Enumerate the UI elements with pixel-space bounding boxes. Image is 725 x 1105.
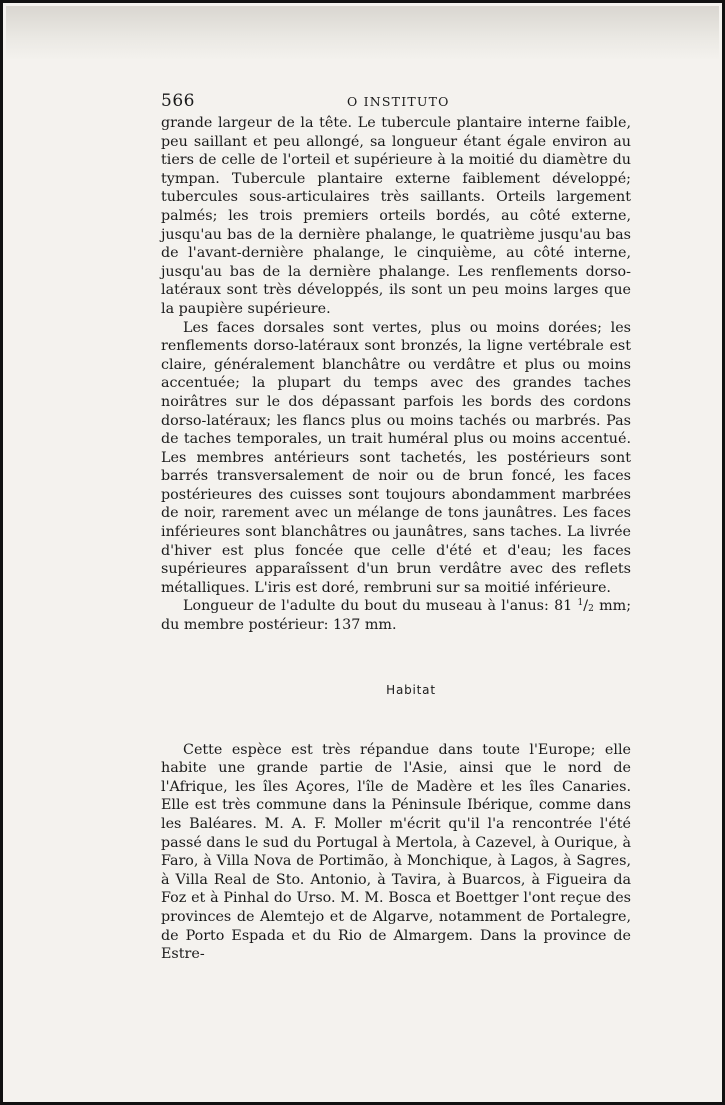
body-text xyxy=(161,114,631,964)
fraction-denominator: 2 xyxy=(588,604,594,615)
document-page xyxy=(161,88,631,964)
measurement-text-start: Longueur de l'adulte du bout du museau à l'anus: 81 xyxy=(183,598,573,615)
paragraph-coloration: Les faces dorsales sont vertes, plus ou moins dorées; les renflements dorso-latéraux sont bronzés, la ligne vertébrale est claire, généralement blanchâtre ou verdâtre et plus ou moins accentuée; la plupart du temps avec des grandes taches noirâtres sur le dos dépassant parfois les bords des cordons dorso-latéraux; les flancs plus ou moins tachés ou marbrés. Pas de taches temporales, un trait huméral plus ou moins accentué. Les membres antérieurs sont tachetés, les postérieurs sont barrés transversalement de noir ou de brun foncé, les faces postérieures des cuisses sont toujours abondamment marbrées de noir, rarement avec un mélange de tons jaunâtres. Les faces inférieures sont blanchâtres ou jaunâtres, sans taches. La livrée d'hiver est plus foncée que celle d'été et d'eau; les faces supérieures apparaîssent d'un brun verdâtre avec des reflets métalliques. L'iris est doré, rembruni sur sa moitié inférieure. xyxy=(161,319,631,596)
paragraph-measurements: Longueur de l'adulte du bout du museau à l'anus: 81 $^1/_2$ mm; du membre postérieur: 137 mm. xyxy=(161,598,632,634)
fraction-numerator: 1 xyxy=(577,598,584,609)
paragraph-continuation: grande largeur de la tête. Le tubercule plantaire interne faible, peu saillant et peu allongé, sa longueur étant égale environ au tiers de celle de l'orteil et supérieure à la moitié du diamètre du tympan. Tubercule plantaire externe faiblement développé; tubercules sous-articulaires très saillants. Orteils largement palmés; les trois premiers orteils bordés, au côté externe, jusqu'au bas de la dernière phalange, le quatrième jusqu'au bas de l'avant-dernière phalange, le cinquième, au côté interne, jusqu'au bas de la dernière phalange. Les renflements dorso-latéraux sont très développés, ils sont un peu moins larges que la paupière supérieure. xyxy=(161,115,631,317)
measurement-text-end: mm; du membre postérieur: 137 mm. xyxy=(161,598,632,634)
running-head xyxy=(161,88,631,114)
scan-shadow xyxy=(6,6,719,61)
page-number: 566 xyxy=(161,91,195,111)
section-heading-habitat: Habitat xyxy=(386,682,436,697)
paragraph-habitat: Cette espèce est très répandue dans toute l'Europe; elle habite une grande partie de l'Asie, ainsi que le nord de l'Afrique, les îles Açores, l'île de Madère et les îles Canaries. Elle est très commune dans la Péninsule Ibérique, comme dans les Baléares. M. A. F. Moller m'écrit qu'il l'a rencontrée l'été passé dans le sud du Portugal à Mertola, à Cazevel, à Ourique, à Faro, à Villa Nova de Portimão, à Monchique, à Lagos, à Sagres, à Villa Real de Sto. Antonio, à Tavira, à Buarcos, à Figueira da Foz et à Pinhal do Urso. M. M. Bosca et Boettger l'ont reçue des provinces de Alemtejo et de Algarve, notamment de Portalegre, de Porto Espada et du Rio de Almargem. Dans la province de Estre- xyxy=(161,741,631,963)
journal-title: O INSTITUTO xyxy=(347,94,450,109)
